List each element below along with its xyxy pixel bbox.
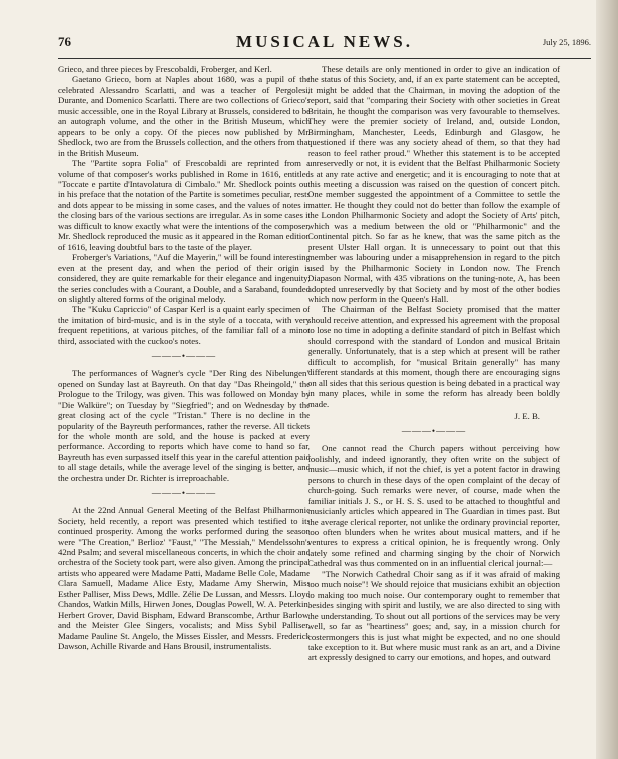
paragraph: One cannot read the Church papers without perceiving how foolishly, and indeed ignorantly, they often write on the subject of music—music which, if not the chief, is yet a potent factor in drawing persons to church in these days of the open complaint of the decay of church-going. Such remarks were never, of course, made when the familiar initials J. S., or H. S. S. used to be attached to thoughtful and musicianly articles which appeared in The Guardian in times past. But the average clerical reporter, not unlike the ordinary provincial reporter, too often blunders when he writes about musical matters, and if he ventures to express a critical opinion, he is frequently wrong. Only lately some refined and charming singing by the choir of Norwich Cathedral was thus commented on in an influential clerical journal:— <box>308 443 560 569</box>
section-separator: ———•——— <box>401 426 467 437</box>
paragraph: The "Partite sopra Folia" of Frescobaldi are reprinted from a volume of that composer's works published in Rome in 1616, entitled "Toccate e partite d'Intavolatura di Cimbalo." Mr. Shedlock points out in his preface that the notation of the Partite is sometimes peculiar, rests and dots appear to be missing in some cases, and the values of notes in the closing bars of the various sections are irregular. As in some cases it was difficult to know exactly what were the intentions of the composer, Mr. Shedlock reproduced the music as it appeared in the Roman edition of 1616, leaving doubtful bars to the taste of the player. <box>58 158 310 252</box>
paragraph: The "Kuku Capriccio" of Caspar Kerl is a quaint early specimen of the imitation of bird-music, and is in the style of a toccata, with very frequent repetitions, at various pitches, of the familiar fall of a minor third, associated with the cuckoo's notes. <box>58 304 310 346</box>
left-column <box>58 64 310 652</box>
page-gutter-shadow <box>596 0 618 759</box>
section-separator: ———•——— <box>151 351 217 362</box>
right-column <box>308 64 560 663</box>
masthead-title: MUSICAL NEWS. <box>236 32 413 51</box>
paragraph: These details are only mentioned in order to give an indication of the status of this Society, and, if an ex parte statement can be accepted, it might be added that the Chairman, in moving the adoption of the report, said that "comparing their Society with other societies in Great Britain, he thought the comparison was very favourable to themselves. They were the premier society of Ireland, and, outside London, Birmingham, Manchester, Leeds, Edinburgh and Glasgow, he questioned if there was any society ahead of them, so that they had reason to feel rather proud." Whether this statement is to be accepted unreservedly or not, it is evident that the Belfast Philharmonic Society is at any rate active and energetic; and it is encouraging to note that at this meeting a discussion was raised on the question of concert pitch. One member suggested the appointment of a Committee to settle the matter. He thought they could not do better than follow the example of the London Philharmonic Society and adopt the Society of Arts' pitch, which was a medium between the old or "Philharmonic" and the Continental pitch. So far as he knew, that was the same pitch as the present Ulster Hall organ. It is unnecessary to point out that this member was labouring under a misapprehension in regard to the pitch used by the Philharmonic Society in London now. The French Diapason Normal, with 435 vibrations on the tuning-note, A, has been adopted unreservedly by that Society and by most of the other bodies which now perform in the Queen's Hall. <box>308 64 560 304</box>
paragraph: Gaetano Grieco, born at Naples about 1680, was a pupil of the celebrated Alessandro Scarlatti, and was a teacher of Pergolesi, Durante, and Domenico Scarlatti. There are two collections of Grieco's music accessible, one in the Royal Library at Brussels, considered to be an autograph volume, and the other in the British Museum, which appears to be only a copy. Of the pieces now published by Mr. Shedlock, two are from the Brussels collection, and the others from that in the British Museum. <box>58 74 310 158</box>
paragraph: The Chairman of the Belfast Society promised that the matter should receive attention, and expressed his agreement with the proposal to lose no time in adopting a definite standard of pitch in Belfast which should correspond with the standard of London and musical Britain generally. Unfortunately, that is a step which at present will be rather difficult to accomplish, for "musical Britain generally" has many different standards at this moment, though there are encouraging signs on all sides that this serious question is being debated in a practical way in many places, while in some the reform has already been boldly made. <box>308 304 560 409</box>
issue-date: July 25, 1896. <box>542 37 591 47</box>
paragraph: "The Norwich Cathedral Choir sang as if it was afraid of making too much noise"! We should rejoice that musicians exhibit an objection to making too much noise. Our contemporary ought to remember that besides singing with spirit and lustily, we are also directed to sing with the understanding. To shout out all portions of the services may be very well, so far as "heartiness" goes; and, say, in a mission church for costermongers this is just what might be expected, and no one should take exception to it. But where music must rank as an art, and a Divine art expressly designed to carry our emotions, and hopes, and outward <box>308 568 560 663</box>
page-header <box>58 34 591 56</box>
paragraph: At the 22nd Annual General Meeting of the Belfast Philharmonic Society, held recently, a report was presented which testified to its continued prosperity. Among the works performed during the season were "The Creation," Berlioz' "Faust," "The Messiah," Mendelssohn's 42nd Psalm; and several miscellaneous concerts, in which the choir and orchestra of the Society took part, were also given. Among the principal artists who appeared were Madame Patti, Madame Belle Cole, Madame Clara Samuell, Madame Alice Esty, Madame Amy Sherwin, Miss Esther Palliser, Miss Dews, Mdlle. Zélie De Lussan, and Messrs. Lloyd Chandos, Watkin Mills, Hirwen Jones, Douglas Powell, W. A. Peterkin, Herbert Grover, David Bispham, Edward Branscombe, Arthur Barlow, and the Meister Glee Singers, vocalists; and Miss Sybil Palliser, Madame Pauline St. Angelo, the Misses Eissler, and Messrs. Frederick Dawson, Achille Rivarde and Hans Brousil, instrumentalists. <box>58 505 310 652</box>
paragraph: The performances of Wagner's cycle "Der Ring des Nibelungen" opened on Sunday last at Bayreuth. On that day "Das Rheingold," the Prologue to the Trilogy, was given. This was followed on Monday by "Die Walküre"; on Tuesday by "Siegfried"; and on Wednesday by the great closing act of the cycle "Tristan." There is no decline in the popularity of the Bayreuth performances, rather the reverse. All tickets for the whole month are sold, and the house is packed at every performance. According to reports which have come to hand so far, Bayreuth has even surpassed itself this year in the careful attention paid to all stage details, while the average level of the singing is better, and the orchestra under Dr. Richter is irreproachable. <box>58 368 310 483</box>
paragraph: Froberger's Variations, "Auf die Mayerin," will be found interesting even at the present day, and when the period of their origin is considered, they are quite remarkable for their elegance and ingenuity; the series concludes with a Courant, a Double, and a Saraband, founded on slightly altered forms of the original melody. <box>58 252 310 304</box>
section-separator: ———•——— <box>151 488 217 499</box>
header-rule <box>58 58 591 59</box>
page-number: 76 <box>58 34 71 49</box>
author-signature: J. E. B. <box>514 410 540 421</box>
paragraph: Grieco, and three pieces by Frescobaldi, Froberger, and Kerl. <box>58 64 272 74</box>
